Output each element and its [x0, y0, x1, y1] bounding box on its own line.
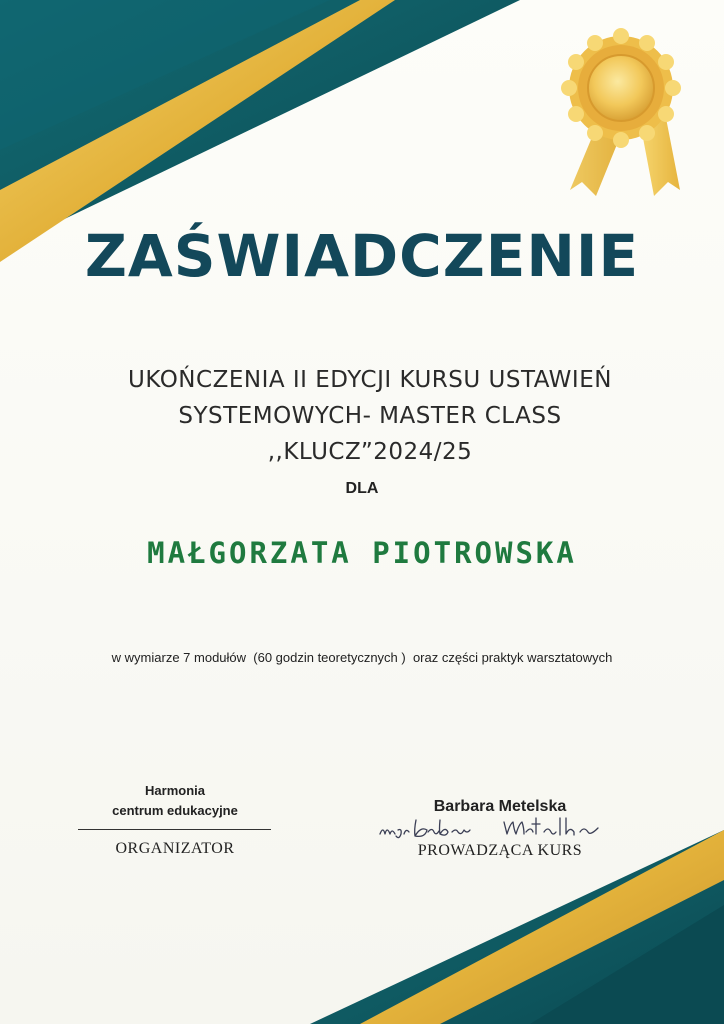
organizer-signature-line: [78, 829, 271, 830]
award-rosette-icon: [561, 28, 681, 196]
certificate-title: ZAŚWIADCZENIE: [84, 222, 640, 290]
course-lead-role: PROWADZĄCA KURS: [417, 842, 583, 859]
subtitle-line: SYSTEMOWYCH- MASTER CLASS: [178, 403, 562, 429]
organizer-name: [70, 781, 280, 821]
course-scope-text: w wymiarze 7 modułów (60 godzin teoretycznych ) oraz części praktyk warsztatowych: [111, 650, 613, 665]
course-lead-name: Barbara Metelska: [433, 798, 567, 815]
certificate-subtitle: [40, 362, 700, 470]
organizer-role: ORGANIZATOR: [115, 840, 235, 857]
subtitle-line: ,,KLUCZ”2024/25: [267, 439, 473, 465]
organizer-name-line: Harmonia: [145, 783, 205, 798]
subtitle-line: UKOŃCZENIA II EDYCJI KURSU USTAWIEŃ: [128, 367, 612, 393]
recipient-name: MAŁGORZATA PIOTROWSKA: [147, 536, 577, 570]
organizer-name-line: centrum edukacyjne: [112, 803, 238, 818]
for-label: DLA: [345, 480, 379, 497]
